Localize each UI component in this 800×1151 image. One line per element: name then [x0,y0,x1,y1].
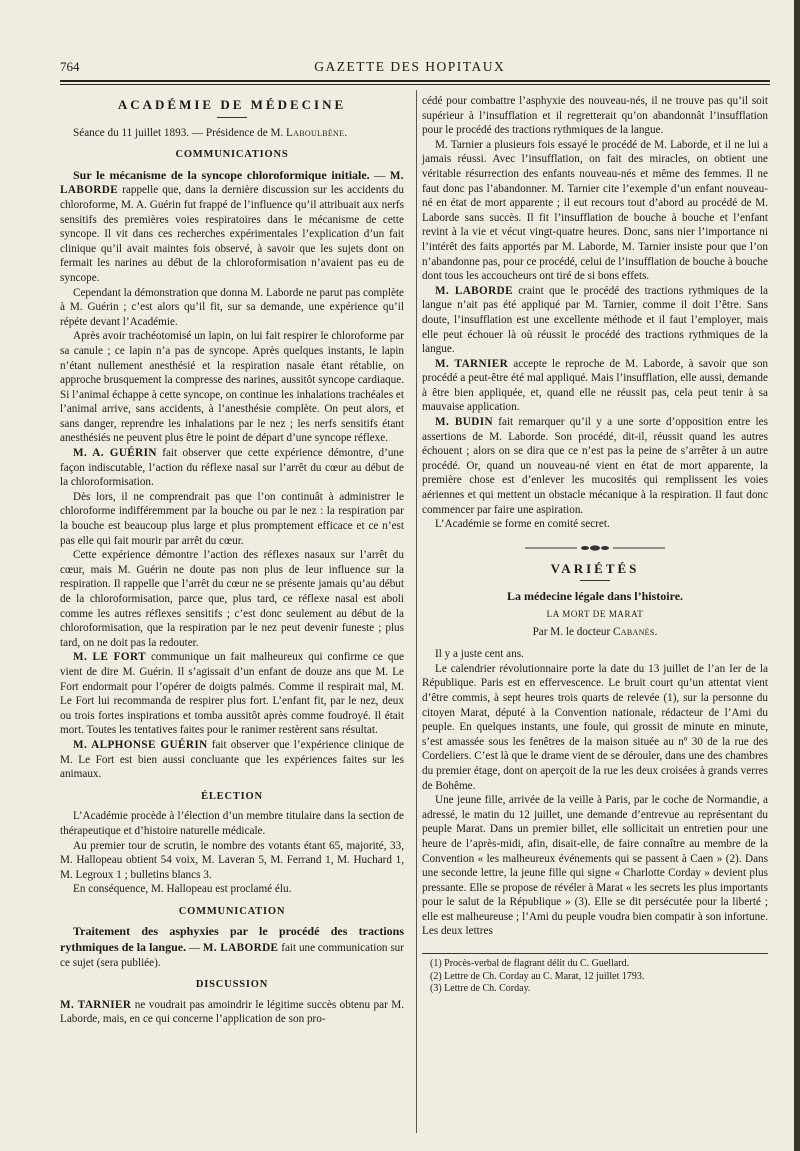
speaker-laborde: M. LABORDE [60,169,404,197]
author-name: Cabanès [613,625,655,638]
election-heading: ÉLECTION [201,790,263,802]
asphyxies-title: Traitement des asphyxies par le procédé des tractions rythmiques de la langue. [60,924,404,955]
column-divider [416,90,417,1133]
article-subtitle: LA MORT DE MARAT [546,609,644,619]
syncope-title: Sur le mécanisme de la syncope chloroformique initiale. [73,167,370,182]
speaker-tarnier-2: M. TARNIER [435,357,509,370]
paragraph-budin: M. BUDIN fait remarquer qu’il y a une sorte d’opposition entre les assertions de M. Laborde. Son procédé, dit-il, réussit quand les autres échouent ; alors on se dira que ce n’est pas la peine de s’arrêter à un autre procédé. Or, quand un nouveau-né vient en état de mort apparente, la première chose est d’enlever les mucosités qui remplissent les voies aériennes et qui mettent un obstacle mécanique à la respiration. Il faut donc commencer par faire une aspiration. [422,416,768,516]
paragraph-tarnier: M. TARNIER ne voudrait pas amoindrir le légitime succès obtenu par M. Laborde, mais, en ce qui concerne l’application de son pro- [60,998,405,1026]
left-column [60,94,404,1027]
footnote-2: (2) Lettre de Ch. Corday au C. Marat, 12 juillet 1793. [430,970,645,982]
page-number: 764 [60,59,80,74]
article-byline: Par M. le docteur Cabanès. [532,625,658,638]
footnote-1: (1) Procès-verbal de flagrant délit du C. Guellard. [430,958,630,970]
speaker-alphonse-guerin: M. ALPHONSE GUÉRIN [73,738,208,751]
speaker-laborde-3: M. LABORDE [435,284,513,297]
paragraph-alphonse-guerin: M. ALPHONSE GUÉRIN fait observer que l’expérience clinique de M. Le Fort est bien aussi concluante que les expériences faites sur les animaux. [60,738,404,781]
speaker-budin: M. BUDIN [435,416,493,429]
section-title-varietes: VARIÉTÉS [550,560,640,576]
speaker-guerin: M. A. GUÉRIN [73,447,157,460]
journal-title: GAZETTE DES HOPITAUX [314,59,506,74]
section-title-academie: ACADÉMIE DE MÉDECINE [117,97,347,112]
paragraph-tarnier-reply: M. TARNIER accepte le reproche de M. Laborde, à savoir que son procédé a peut-être été mal appliqué. Mais l’insufflation, elle aussi, demande à être bien appliquée, et, quand elle ne réussit pas, cela peut tenir à sa mauvaise application. [422,357,769,414]
paragraph-marat-3: Une jeune fille, arrivée de la veille à Paris, par le coche de Normandie, a adressé, le matin du 12 juillet, une demande d’entrevue au représentant du peuple Marat. Dans un premier billet, elle sollicitait un entretien pour une heure de l’après-midi, afin, disait-elle, de faire connaître au membre de la Convention « les malheureux événements qui se passent à Caen » (2). Dans une seconde lettre, la jeune fille qui signe « Charlotte Corday » devient plus pressante. Elle se propose de révéler à Marat « les secrets les plus importants pour le salut de la République » (3). Elle se dit persécutée pour la liberté ; elle est malheureuse ; l’Ami du peuple voudra bien compatir à son infortune. Les deux lettres [422,794,768,938]
paragraph-election-3: En conséquence, M. Hallopeau est proclamé élu. [73,883,292,896]
discussion-heading: DISCUSSION [195,979,269,991]
right-column [422,94,768,996]
varietes-rule [580,580,610,581]
paragraph-syncope-6: Cette expérience démontre l’action des réflexes nasaux sur l’arrêt du cœur, mais M. Guérin ne doute pas non plus de leur influence sur la respiration. Il rappelle que l’arrêt du cœur ne se présente jamais qu’au début de la chloroformisation, parce que, plus tard, ce réflexe nasal est aboli comme les autres réflexes sensitifs ; c’est donc seulement au début de la chloroformisation, que la respiration par le nez peut devenir funeste ; plus tard, on ne doit pas la redouter. [60,549,404,649]
paragraph-marat-1: Il y a juste cent ans. [435,648,524,661]
speaker-tarnier: M. TARNIER [60,998,132,1011]
paragraph-guerin: M. A. GUÉRIN fait observer que cette expérience démontre, d’une façon indiscutable, l’action du réflexe nasal sur l’arrêt du cœur au début de la chloroformisation. [60,447,404,489]
paragraph-syncope-5: Dès lors, il ne comprendrait pas que l’on continuât à administrer le chloroforme indifféremment par la bouche ou par le nez : la respiration par la bouche est beaucoup plus large et plus promptement efficace et ce n’est pas elle qui fait mourir par arrêt du cœur. [60,490,404,547]
page-header [60,56,770,78]
paragraph-election-1: L’Académie procède à l’élection d’un membre titulaire dans la section de thérapeutique et d’histoire naturelle médicale. [60,810,404,837]
ornamental-divider [525,544,665,552]
paragraph-lefort: M. LE FORT communique un fait malheureux qui confirme ce que vient de dire M. Guérin. Il s’agissait d’un enfant de douze ans que M. Le Fort endormait pour l’opérer de doigts palmés. Comme il respirait mal, M. Le Fort lui recommanda de respirer plus fort. L’enfant fit, par le nez, deux ou trois fortes inspirations et tomba aussitôt après comme foudroyé. Il était mort. Toutes les tentatives faites pour le ranimer restèrent sans résultat. [60,651,405,737]
paragraph-right-1: cédé pour combattre l’asphyxie des nouveau-nés, il ne trouve pas qu’il soit supérieur à l’insufflation et il regretterait qu’on abandonnât l’insufflation pour le procédé des tractions rythmiques de la langue. [422,95,768,137]
paragraph-syncope-3: Après avoir trachéotomisé un lapin, on lui fait respirer le chloroforme par sa canule ; ce lapin n’a pas de syncope. Après quelques instants, le lapin n’étant nullement anesthésié et la respiration nasale étant rétablie, on approche brusquement la compresse des narines, aussitôt syncope cardiaque. Si l’animal échappe à cette syncope, on continue les inhalations trachéales et l’animal arrive, sans accidents, à l’anesthésie complète. On peut alors, et sans danger, reprendre les inhalations par le nez ; les nerfs sensitifs étant anesthésiés ne peuvent plus être le point de départ d’une syncope réflexe. [60,330,404,445]
communication-heading: COMMUNICATION [178,905,286,917]
paragraph-comite-secret: L’Académie se forme en comité secret. [435,518,610,531]
seance-line: Séance du 11 juillet 1893. — Présidence de M. Laboulbène. [73,126,348,139]
paragraph-right-2: M. Tarnier a plusieurs fois essayé le procédé de M. Laborde, et il ne lui a jamais réussi. Avec l’insufflation, on fait des miracles, on obtient une véritable résurrection des enfants nouveau-nés et même des femmes. Il ne faut donc pas l’abandonner. M. Tarnier cite l’exemple d’un enfant nouveau-né en état de mort apparente ; il eut recours tout d’abord au procédé de M. Laborde sans succès. Il fit l’insufflation de bouche à bouche et l’enfant revint à la vie et vécut vingt-quatre heures. Donc, sans nier l’importance ni l’intérêt des faits apportés par M. Laborde, M. Tarnier insiste pour que l’on n’abandonne pas, pour ce procédé, celui de l’insufflation de bouche à bouche dont tous les accoucheurs ont tiré de si bons effets. [422,138,768,283]
paragraph-syncope-2: Cependant la démonstration que donna M. Laborde ne parut pas complète à M. Guérin ; c’est alors qu’il fit, sur sa demande, une expérience qu’il répéte devant l’Académie. [60,286,404,328]
paragraph-laborde-reply: M. LABORDE craint que le procédé des tractions rythmiques de la langue n’ait pas été appliqué par M. Tarnier, comme il doit l’être. Sans doute, l’insufflation est une excellente méthode et il faut l’employer, mais elle peut échouer là où réussit le procédé des tractions rythmiques de la langue. [422,284,768,356]
communications-heading: COMMUNICATIONS [175,149,289,161]
article-title: La médecine légale dans l’histoire. [506,589,684,604]
speaker-lefort: M. LE FORT [73,651,146,664]
footnotes [422,953,768,996]
header-rule [60,80,770,85]
paragraph-marat-2: Le calendrier révolutionnaire porte la date du 13 juillet de l’an Ier de la République. Paris est en effervescence. Le bruit court qu’un attentat vient d’être commis, à sept heures trois quarts de relevée (1), sur la personne du citoyen Marat, député à la Convention nationale, rédacteur de l’Ami du peuple. En quelques instants, une foule, qui grossit de minute en minute, s’est amassée sous les fenêtres de la maison située au nº 30 de la rue des Cordeliers. C’est là que le drame vient de se dérouler, dans une des chambres du premier étage, dont on aperçoit de la rue les deux croisées à grands verres de Bohême. [422,662,768,792]
paragraph-asphyxies: Traitement des asphyxies par le procédé des tractions rythmiques de la langue. — M. LABORDE fait une communication sur ce sujet (sera publiée). [60,924,405,969]
footnote-3: (3) Lettre de Ch. Corday. [430,983,531,995]
paragraph-syncope-1: Sur le mécanisme de la syncope chloroformique initiale. — M. LABORDE rappelle que, dans la dernière discussion sur les accidents du chloroforme, M. A. Guérin fut frappé de l’influence qu’il attribuait aux nerfs sensitifs des premières voies respiratoires dans le mécanisme de cette syncope. Il vit dans ces recherches expérimentales l’explication d’un fait clinique qu’il avait maintes fois observé, à savoir que les sujets dont on fermait les narines au début de la chloroformisation n’avaient pas eu de syncope. [60,167,404,284]
title-rule [217,117,247,118]
binding-edge [794,0,800,1151]
president-name: Laboulbène [286,126,345,139]
speaker-laborde-2: M. LABORDE [202,942,279,955]
paragraph-election-2: Au premier tour de scrutin, le nombre des votants étant 65, majorité, 33, M. Hallopeau obtient 54 voix, M. Laveran 5, M. Ferrand 1, M. Huchard 1, M. Legroux 1 ; bulletins blancs 3. [60,839,404,881]
